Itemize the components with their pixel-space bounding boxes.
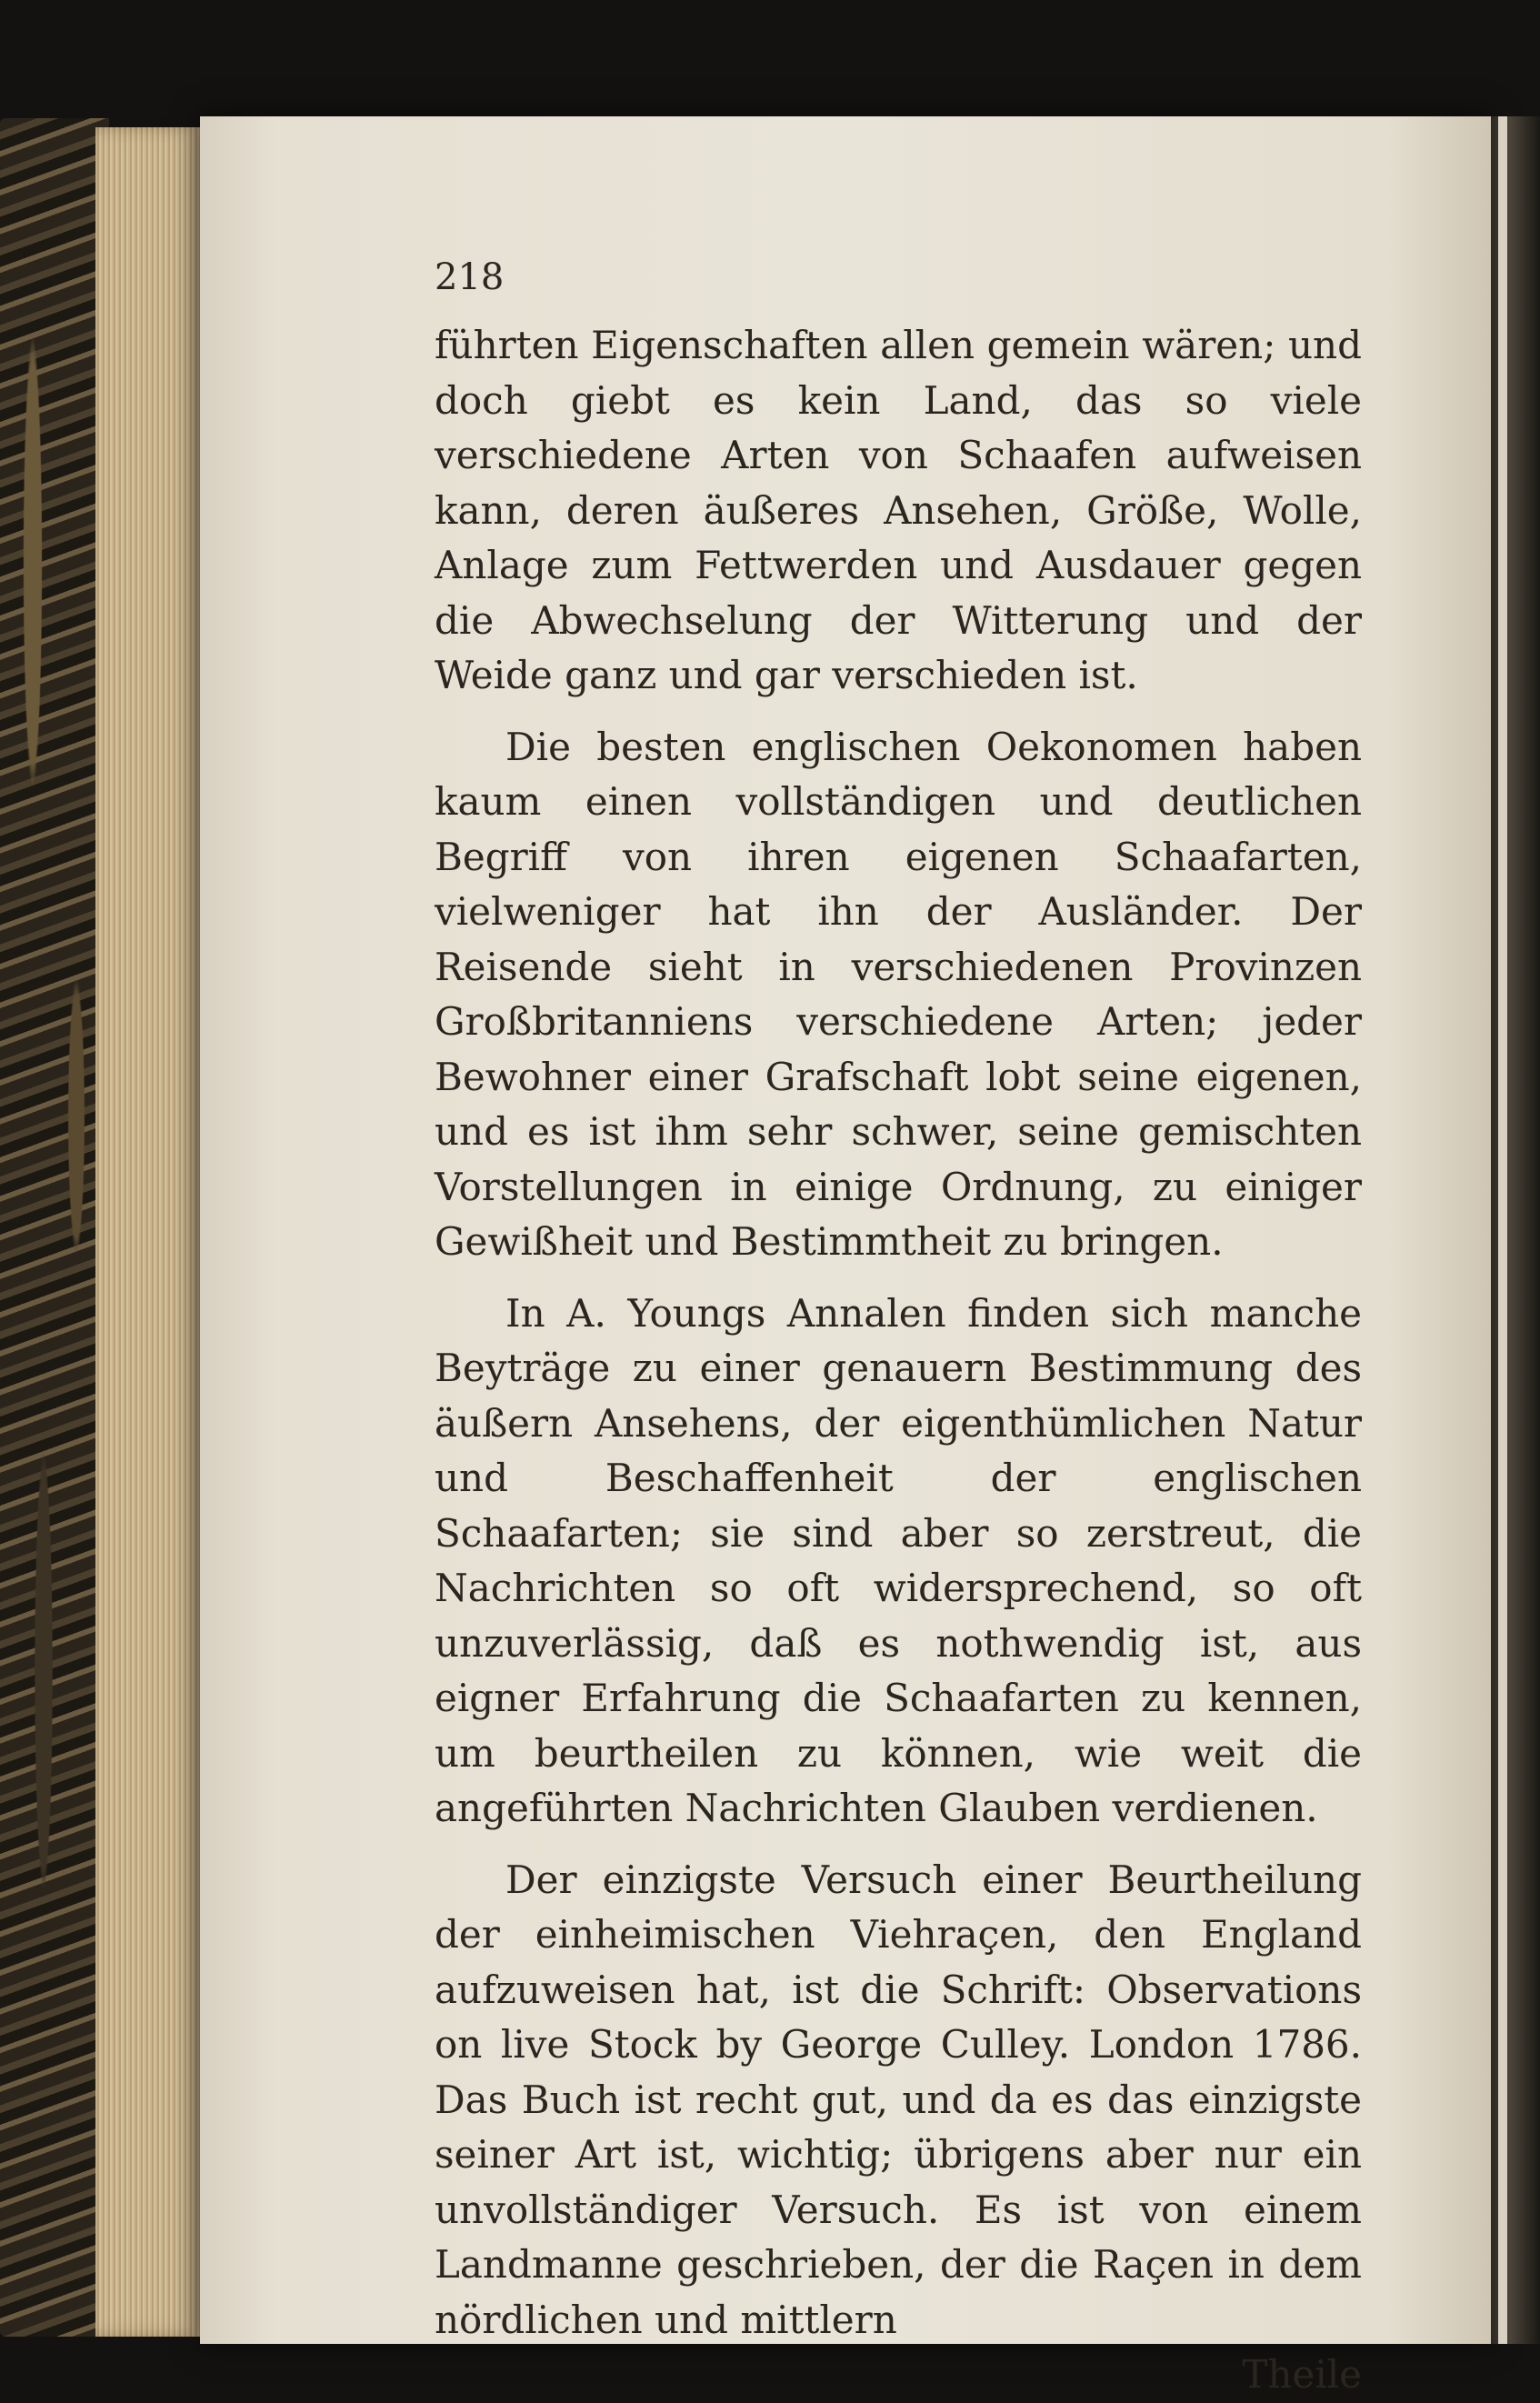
text-block xyxy=(435,318,1362,2403)
catchword: Theile xyxy=(1242,2352,1362,2397)
page-number: 218 xyxy=(435,256,505,298)
book-right-edge xyxy=(1491,116,1540,2344)
paragraph-4: Der einzigste Versuch einer Beurtheilung der einheimischen Viehraçen, den England aufzuweisen hat, ist die Schrift: Observations on live Stock by George Culley. London 1786. Das Buch ist recht gut, und da es das einzigste seiner Art ist, wichtig; übrigens aber nur ein unvollständiger Versuch. Es ist von einem Landmanne geschrieben, der die Raçen in dem nördlichen und mittlern xyxy=(435,1857,1362,2342)
page-edges xyxy=(95,127,205,2337)
paragraph-1: führten Eigenschaften allen gemein wären; und doch giebt es kein Land, das so viele verschiedene Arten von Schaafen aufweisen kann, deren äußeres Ansehen, Größe, Wolle, Anlage zum Fettwerden und Ausdauer gegen die Abwechselung der Witterung und der Weide ganz und gar verschieden ist. xyxy=(435,323,1362,697)
book-cover-left xyxy=(0,118,109,2337)
paragraph-3: In A. Youngs Annalen finden sich manche Beyträge zu einer genauern Bestimmung des äußern Ansehens, der eigenthümlichen Natur und Beschaffenheit der englischen Schaafarten; sie sind aber so zerstreut, die Nachrichten so oft widersprechend, so oft unzuverlässig, daß es nothwendig ist, aus eigner Erfahrung die Schaafarten zu kennen, um beurtheilen zu können, wie weit die angeführten Nachrichten Glauben verdienen. xyxy=(435,1290,1362,1830)
next-page-edge xyxy=(1498,116,1507,2344)
paragraph-2: Die besten englischen Oekonomen haben kaum einen vollständigen und deutlichen Begriff von ihren eigenen Schaafarten, vielweniger hat ihn der Ausländer. Der Reisende sieht in verschiedenen Provinzen Großbritanniens verschiedene Arten; jeder Bewohner einer Grafschaft lobt seine eigenen, und es ist ihm sehr schwer, seine gemischten Vorstellungen in einige Ordnung, zu einiger Gewißheit und Bestimmtheit zu bringen. xyxy=(435,724,1362,1264)
